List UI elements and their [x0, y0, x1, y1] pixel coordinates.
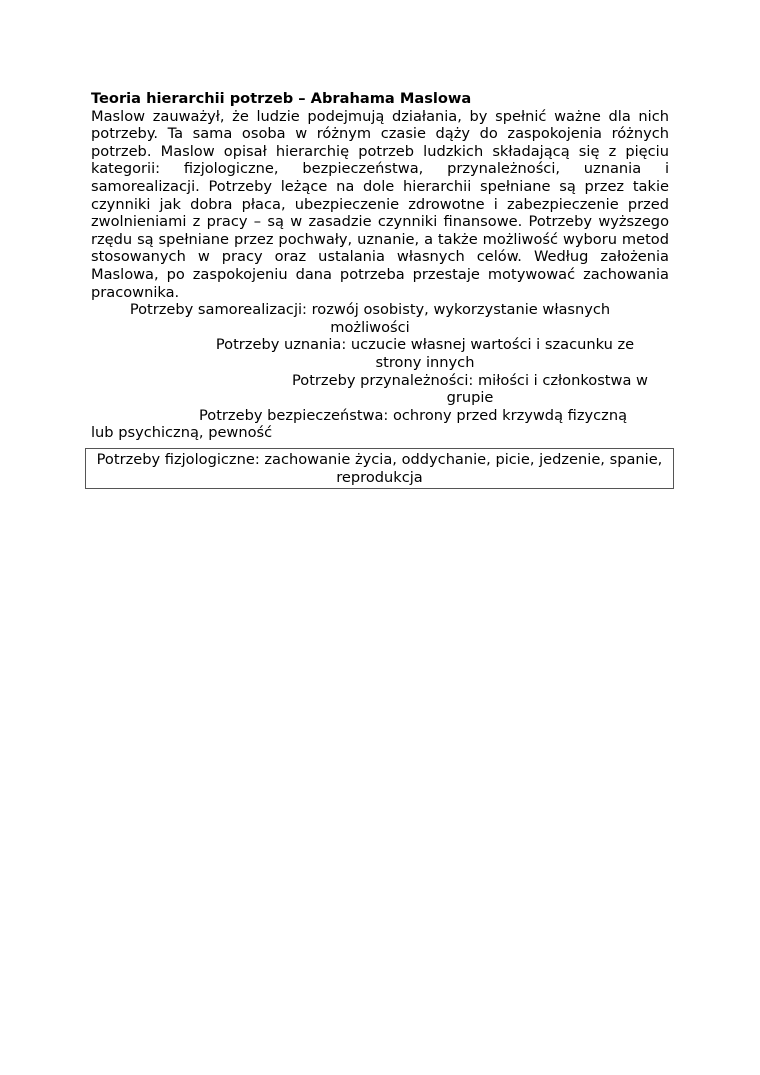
pyramid-physiological-box — [85, 448, 674, 489]
document-body — [91, 90, 669, 442]
document-title: Teoria hierarchii potrzeb – Abrahama Maslowa — [91, 90, 472, 107]
pyramid-belonging: Potrzeby przynależności: miłości i członkostwa w grupie — [292, 371, 648, 407]
pyramid-safety: Potrzeby bezpieczeństwa: ochrony przed krzywdą fizyczną lub psychiczną, pewność — [91, 406, 628, 442]
pyramid-esteem: Potrzeby uznania: uczucie własnej wartości i szacunku ze strony innych — [215, 336, 635, 371]
pyramid-self-actualization: Potrzeby samorealizacji: rozwój osobisty, wykorzystanie własnych możliwości — [129, 301, 611, 336]
pyramid-physiological: Potrzeby fizjologiczne: zachowanie życia, oddychanie, picie, jedzenie, spanie, reprodukcja — [96, 451, 663, 486]
intro-paragraph: Maslow zauważył, że ludzie podejmują działania, by spełnić ważne dla nich potrzeby. Ta sama osoba w różnym czasie dąży do zaspokojenia różnych potrzeb. Maslow opisał hierarchię potrzeb ludzkich składającą się z pięciu kategorii: fizjologiczne, bezpieczeństwa, przynależności, uznania i samorealizacji. Potrzeby leżące na dole hierarchii spełniane są przez takie czynniki jak dobra płaca, ubezpieczenie zdrowotne i zabezpieczenie przed zwolnieniami z pracy – są w zasadzie czynniki finansowe. Potrzeby wyższego rzędu są spełniane przez pochwały, uznanie, a także możliwość wyboru metod stosowanych w pracy oraz ustalania własnych celów. Według założenia Maslowa, po zaspokojeniu dana potrzeba przestaje motywować zachowania pracownika. — [91, 107, 669, 301]
